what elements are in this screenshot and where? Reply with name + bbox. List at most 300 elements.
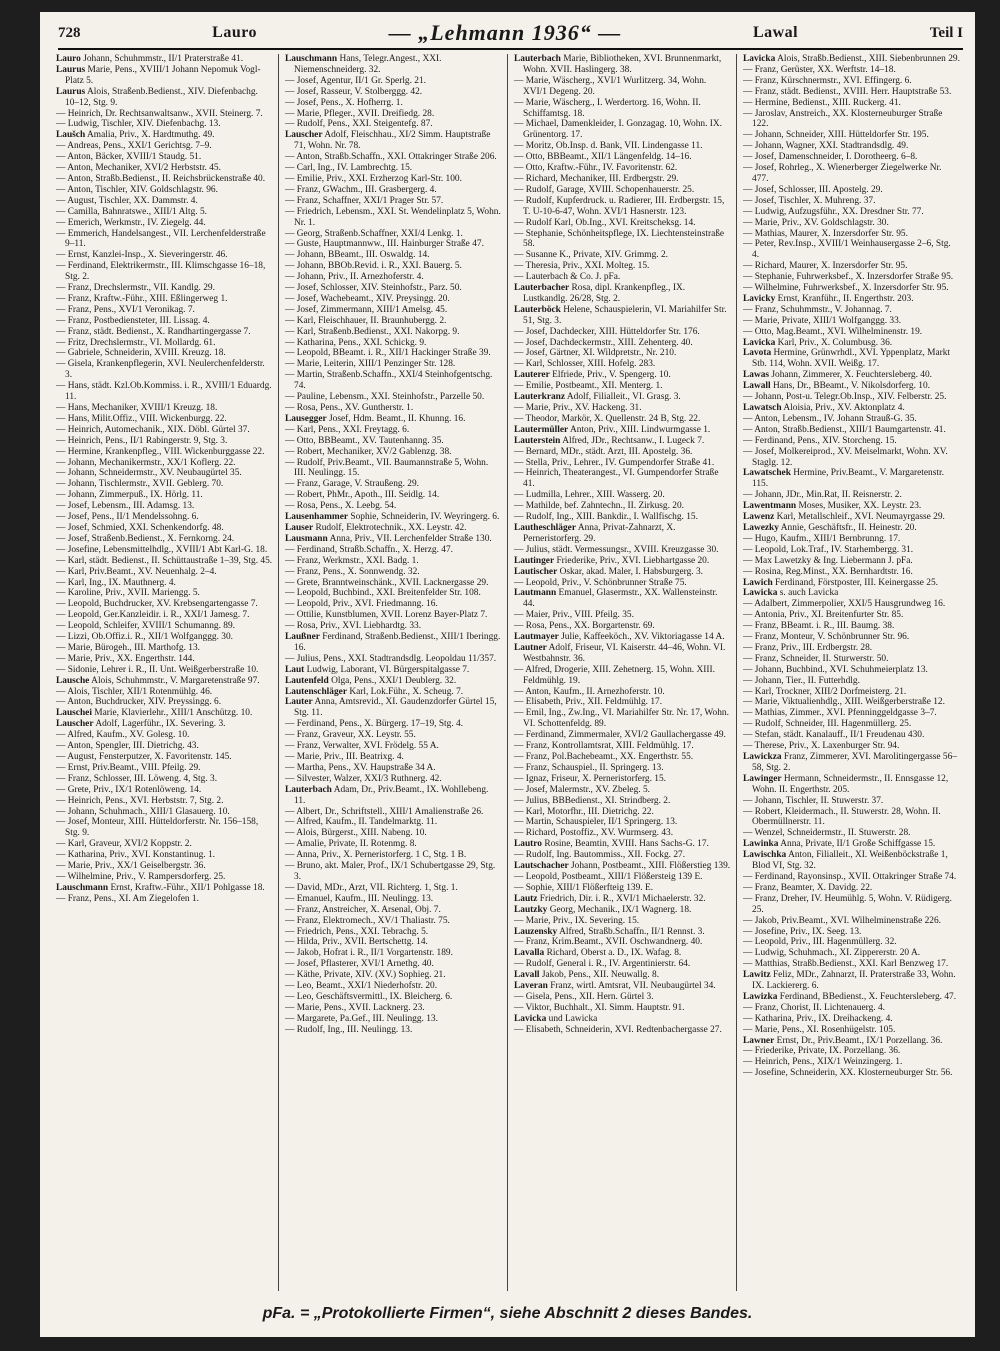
entry-text: — Fritz, Drechslermstr., VI. Mollardg. 61. [56, 337, 216, 348]
entry-text: — Johann, Zimmerpuß., IX. Hörlg. 11. [56, 490, 203, 501]
directory-entry [514, 774, 731, 785]
directory-entry [514, 697, 731, 708]
entry-text: Rosine, Beamtin, XVIII. Hans Sachs-G. 17. [544, 839, 709, 850]
directory-entry [514, 436, 731, 447]
directory-entry [56, 807, 273, 818]
directory-entry [514, 196, 731, 218]
entry-text: Karl, Priv., X. Columbusg. 36. [777, 337, 893, 348]
entry-text: — Richard, Maurer, X. Inzersdorfer Str. 95. [743, 261, 908, 272]
directory-entry [514, 141, 731, 152]
entry-text: — Heinrich, Automechanik., XIX. Döbl. Gürtel 37. [56, 424, 250, 435]
entry-text: — Johann, Schneidermstr., XV. Neubaugürtel 35. [56, 468, 242, 479]
directory-entry [285, 905, 502, 916]
directory-entry [285, 567, 502, 578]
entry-text: — Leopold, Priv., V. Schönbrunner Straße 75. [514, 577, 687, 588]
directory-entry [514, 643, 731, 665]
entry-text: — Franz, Werkmstr., XXI. Badg. 1. [285, 555, 419, 566]
entry-text: — Emerich, Werkmstr., IV. Ziegelg. 44. [56, 217, 206, 228]
directory-entry [285, 512, 502, 523]
entry-text: — Josef, Lebensm., III. Adamsg. 13. [56, 501, 195, 512]
entry-text: Hermine, Priv.Beamt., V. Margaretenstr. 115. [752, 468, 944, 490]
directory-entry [285, 185, 502, 196]
directory-entry [285, 403, 502, 414]
entry-text: — Moritz, Ob.Insp. d. Bank, VII. Lindengasse 11. [514, 141, 703, 152]
entry-text: Oskar, akad. Maler, I. Habsburgerg. 3. [559, 566, 703, 577]
entry-text: — Karl, Priv.Beamt., XV. Neuenhalg. 2–4. [56, 566, 217, 577]
directory-entry [56, 665, 273, 676]
directory-entry [56, 163, 273, 174]
entry-text: — Katharina, Pens., XXI. Schickg. 9. [285, 337, 427, 348]
entry-surname: Lawentmann [743, 501, 797, 512]
directory-entry [56, 152, 273, 163]
directory-entry [514, 632, 731, 643]
entry-text: — Richard, Mechaniker, III. Erdbergstr. 29. [514, 173, 679, 184]
entry-surname: Lavicka [743, 54, 776, 64]
entry-text: — Wilhelmine, Fuhrwerksbef., X. Inzersdorfer Str. 95. [743, 283, 949, 294]
directory-entry [285, 916, 502, 927]
entry-text: — Alfred, Kaufm., XV. Golesg. 10. [56, 730, 190, 741]
directory-entry [514, 425, 731, 436]
directory-entry [514, 785, 731, 796]
entry-text: Richard, Oberst a. D., IX. Wafag. 8. [546, 948, 682, 959]
entry-text: — Rudolf, Ing. Bautommiss., XII. Fockg. 27. [514, 850, 686, 861]
entry-text: Olga, Pens., XXI/1 Deublerg. 32. [331, 675, 457, 686]
directory-entry [514, 970, 731, 981]
directory-entry [56, 687, 273, 698]
entry-text: — Otto, BBBeamt., XII/1 Längenfeldg. 14–16. [514, 152, 692, 163]
entry-text: — Leopold, Ger.Kanzleidir. i. R., XXI/1 Jamesg. 7. [56, 610, 250, 621]
directory-entry [285, 250, 502, 261]
entry-text: — Johann, Tischlermstr., XVII. Geblerg. 70. [56, 479, 224, 490]
entry-text: — Silvester, Walzer, XXI/3 Ruthnerg. 42. [285, 773, 442, 784]
directory-entry [285, 730, 502, 741]
entry-surname: Lautenfeld [285, 675, 329, 686]
directory-entry [56, 708, 273, 719]
entry-text: — Leopold, Priv., XVI. Friedmanng. 16. [285, 599, 438, 610]
directory-entry [743, 109, 960, 131]
directory-entry [56, 545, 273, 556]
entry-text: — Friederike, Private, IX. Porzellang. 36. [743, 1046, 901, 1057]
entry-text: — Otto, Kraftw.-Führ., IV. Favoritenstr. 62. [514, 163, 678, 174]
directory-entry [56, 599, 273, 610]
directory-entry [56, 294, 273, 305]
directory-entry [285, 305, 502, 316]
directory-entry [514, 305, 731, 327]
directory-entry [743, 1014, 960, 1025]
entry-text: — Franz, Dreher, IV. Heumühlg. 5, Wohn. V. Rüdigerg. 25. [743, 893, 952, 915]
entry-text: — Ludwig, Schuhmach., XI. Zippererstr. 20 A. [743, 948, 921, 959]
directory-entry [743, 937, 960, 948]
entry-text: — Johann, Schuhmach., XIII/1 Glasauerg. 10. [56, 806, 230, 817]
entry-text: — Julius, Pens., XXI. Stadtrandsdlg. Leopoldau 11/357. [285, 653, 497, 664]
directory-entry [285, 970, 502, 981]
directory-entry [743, 894, 960, 916]
entry-text: — Marie, Private, XIII/1 Wolfganggg. 33. [743, 315, 902, 326]
entry-text: — Franz, Kürschnermstr., XVI. Effingerg. 6. [743, 75, 912, 86]
entry-text: — Franz, Pol.Bachebeamt., XX. Engerthstr. 55. [514, 752, 694, 762]
directory-entry [514, 861, 731, 872]
entry-text: — Rudolf, Schneider, III. Hagenmüllerg. 25. [743, 719, 912, 730]
directory-entry [514, 174, 731, 185]
directory-entry [285, 578, 502, 589]
entry-text: — Josef, Agentur, II/1 Gr. Sperlg. 21. [285, 75, 427, 86]
directory-entry [56, 479, 273, 490]
directory-entry [743, 567, 960, 578]
directory-entry [56, 119, 273, 130]
entry-text: — Emmerich, Handelsangest., VII. Lerchenfelderstraße 9–11. [56, 228, 266, 250]
entry-text: — Anton, Straßb.Schaffn., XXI. Ottakringer Straße 206. [285, 152, 497, 163]
entry-text: — Anna, Priv., X. Perneristorferg. 1 C, Stg. 1 B. [285, 850, 467, 861]
entry-text: — Theodor, Markör, X. Quellenstr. 24 B, Stg. 22. [514, 413, 701, 424]
entry-text: — Franz, Gerüster, XX. Werftstr. 14–18. [743, 64, 896, 75]
entry-text: — Ludmilla, Lehrer., XIII. Wasserg. 20. [514, 490, 665, 501]
entry-surname: Lauterbach [285, 784, 332, 795]
directory-entry [743, 588, 960, 599]
entry-text: — Marie, Priv., XV. Goldschlagstr. 30. [743, 217, 889, 228]
entry-surname: Lawatschek [743, 468, 791, 479]
entry-text: — Johann, Schneider, XIII. Hütteldorfer Str. 195. [743, 130, 929, 141]
directory-entry [743, 774, 960, 796]
entry-text: — Franz, Kontrollamtsrat, XIII. Feldmühlg. 17. [514, 741, 694, 752]
directory-entry [56, 174, 273, 185]
entry-text: — Ignaz, Friseur, X. Perneristorferg. 15. [514, 773, 667, 784]
entry-text: — Leopold, Lok.Traf., IV. Starhembergg. 31. [743, 544, 914, 555]
directory-entry [514, 556, 731, 567]
directory-entry [285, 1014, 502, 1025]
entry-text: — Hilda, Priv., XVII. Bertschettg. 14. [285, 937, 428, 948]
directory-entry [56, 207, 273, 218]
entry-text: Karl, Lok.Führ., X. Scheug. 7. [349, 686, 464, 697]
directory-entry [743, 730, 960, 741]
entry-surname: Lauser [285, 522, 314, 533]
directory-entry [285, 458, 502, 480]
entry-text: — Josef, Pens., X. Hofherrg. 1. [285, 97, 403, 108]
entry-text: — Martin, Schauspieler, II/1 Springerg. 13. [514, 817, 678, 828]
directory-entry [743, 185, 960, 196]
entry-text: Jakob, Pens., XII. Neuwallg. 8. [541, 970, 660, 981]
entry-text: Rudolf, Elektrotechnik., XX. Leystr. 42. [315, 522, 467, 533]
directory-entry [514, 403, 731, 414]
directory-entry [285, 196, 502, 207]
entry-text: — Franz, Schuhmmstr., V. Johannag. 7. [743, 304, 892, 315]
header-part: Teil I [929, 24, 963, 41]
directory-entry [514, 283, 731, 305]
entry-text: — Carl, Ing., IV. Lambrechtg. 15. [285, 163, 413, 174]
directory-entry [514, 1025, 731, 1036]
directory-entry [285, 752, 502, 763]
entry-text: Amalia, Priv., X. Hardtmuthg. 49. [87, 130, 215, 141]
entry-text: — Franz, GWachm., III. Grasbergerg. 4. [285, 184, 437, 195]
directory-entry [56, 130, 273, 141]
entry-text: — Otto, BBBeamt., XV. Tautenhanng. 35. [285, 435, 444, 446]
entry-text: — Josef, Dachdecker, XIII. Hütteldorfer Str. 176. [514, 326, 700, 337]
directory-entry [743, 468, 960, 490]
entry-text: — Rudolf Karl, Ob.Ing., XVI. Kreitscheksg. 14. [514, 217, 696, 228]
directory-entry [743, 708, 960, 719]
entry-text: — Ludwig, Tischler, XIV. Diefenbachg. 13. [56, 119, 221, 130]
entry-text: — Ferdinand, Elektrikermstr., III. Klimschgasse 16–18, Stg. 2. [56, 261, 266, 283]
entry-text: — Johann, Tischler, II. Stuwerstr. 37. [743, 795, 884, 806]
entry-text: — Karl, Motorfhr., III. Dietrichg. 22. [514, 806, 654, 817]
directory-entry [56, 556, 273, 567]
entry-text: — Rudolf, Kupferdruck. u. Radierer, III. Erdbergstr. 15, T. U-10-6-47, Wohn. XVI/1 Hasnerstr. 123. [514, 195, 725, 217]
directory-entry [514, 76, 731, 98]
directory-entry [56, 817, 273, 839]
entry-text: Elfriede, Priv., V. Spengerg. 10. [552, 370, 671, 381]
directory-entry [56, 196, 273, 207]
entry-text: — Franz, Kraftw.-Führ., XIII. Eßlingerweg 1. [56, 293, 228, 304]
directory-entry [743, 207, 960, 218]
entry-text: — Margarete, Pa.Gef., III. Neulingg. 13. [285, 1013, 438, 1024]
header-title: — „Lehmann 1936“ — [388, 20, 622, 45]
directory-entry [743, 348, 960, 370]
entry-text: — Rudolf, Priv.Beamt., VII. Baumannstraße 5, Wohn. III. Neulingg. 15. [285, 457, 489, 479]
directory-entry [743, 490, 960, 501]
entry-text: — Therese, Priv., X. Laxenburger Str. 94. [743, 741, 900, 752]
entry-text: — Anton, Straßb.Bedienst., XIII/1 Baumgartenstr. 41. [743, 424, 946, 435]
directory-entry [56, 338, 273, 349]
entry-surname: Lautschacher [514, 861, 569, 872]
directory-entry [285, 850, 502, 861]
entry-text: s. auch Lavicka [779, 588, 839, 599]
directory-entry [56, 250, 273, 261]
directory-entry [743, 87, 960, 98]
entry-text: — Franz, Schauspiel., II. Springerg. 13. [514, 762, 664, 773]
entry-text: — Emilie, Priv., XXI. Erzherzog Karl-Str. 100. [285, 173, 462, 184]
directory-entry [56, 741, 273, 752]
entry-surname: Lavall [514, 970, 540, 981]
entry-text: Ernst, Dr., Priv.Beamt., IX/1 Porzellang. 36. [776, 1035, 943, 1046]
directory-entry [743, 621, 960, 632]
entry-surname: Lauter [285, 697, 313, 708]
directory-entry [743, 261, 960, 272]
entry-surname: Lautro [514, 839, 542, 850]
entry-surname: Lawatsch [743, 403, 782, 413]
entry-text: — Anton, Tischler, XIV. Goldschlagstr. 96. [56, 184, 218, 195]
entry-text: — Rosina, Reg.Minst., XX. Bernhardtstr. 16. [743, 566, 913, 577]
directory-entry [514, 850, 731, 861]
directory-entry [56, 414, 273, 425]
entry-surname: Lawas [743, 370, 770, 381]
entry-text: — Leopold, BBeamt. i. R., XII/1 Hackinger Straße 39. [285, 348, 491, 359]
entry-text: — Johann, Priv., II. Arnezhoferstr. 4. [285, 272, 424, 283]
directory-entry [56, 578, 273, 589]
column-4 [743, 54, 965, 1291]
entry-surname: Lauterbach [514, 54, 561, 64]
entry-surname: Lauschei [56, 708, 92, 719]
entry-text: — Leo, Beamt., XXI/1 Niederhofstr. 20. [285, 981, 438, 992]
directory-entry [285, 359, 502, 370]
directory-entry [56, 588, 273, 599]
directory-entry [285, 207, 502, 229]
entry-text: — Franz, Pens., XVI/1 Veronikag. 7. [56, 304, 195, 315]
entry-text: — Amalie, Private, II. Rotenmg. 8. [285, 839, 417, 850]
entry-text: — Franz, Graveur, XX. Leystr. 55. [285, 730, 416, 741]
directory-entry [514, 708, 731, 730]
entry-text: — Heinrich, Pens., XVI. Herbststr. 7, Stg. 2. [56, 795, 224, 806]
entry-text: — Franz, Drechslermstr., VII. Kandlg. 29. [56, 283, 215, 294]
directory-entry [56, 763, 273, 774]
directory-entry [743, 152, 960, 163]
entry-text: — Franz, Monteur, V. Schönbrunner Str. 96. [743, 632, 910, 643]
entry-text: — Pauline, Lebensm., XXI. Steinhofstr., Parzelle 50. [285, 392, 485, 403]
directory-entry [743, 141, 960, 152]
entry-text: — Wilhelmine, Priv., V. Rampersdorferg. 25. [56, 871, 226, 882]
directory-entry [514, 338, 731, 349]
entry-text: — Anton, Bäcker, XVIII/1 Staudg. 51. [56, 152, 202, 163]
directory-entry [285, 54, 502, 76]
directory-entry [514, 447, 731, 458]
entry-text: Anna, Private, II/1 Große Schiffgasse 15. [780, 839, 936, 850]
directory-entry [285, 109, 502, 120]
directory-entry [514, 992, 731, 1003]
directory-entry [56, 381, 273, 403]
directory-entry [285, 839, 502, 850]
entry-text: — Josefine, Lebensmittelhdlg., XVIII/1 Abt Karl-G. 18. [56, 544, 268, 555]
entry-text: Karl, Metallschleif., XVI. Neumayrgasse 29. [776, 512, 945, 523]
entry-surname: Lautenschläger [285, 686, 347, 697]
directory-entry [743, 643, 960, 654]
directory-entry [56, 54, 273, 65]
entry-surname: Lauterböck [514, 304, 561, 315]
entry-text: — Heinrich, Theaterangest., VI. Gumpendorfer Straße 41. [514, 468, 719, 490]
entry-text: — Alfred, Drogerie, XIII. Zehetnerg. 15, Wohn. XIII. Feldmühlg. 19. [514, 664, 715, 686]
entry-text: — Karl, Straßenb.Bedienst., XXI. Nakorpg. 9. [285, 326, 460, 337]
directory-entry [56, 785, 273, 796]
directory-entry [285, 883, 502, 894]
entry-text: Emanuel, Glasermstr., XX. Wallensteinstr. 44. [523, 588, 718, 610]
entry-text: Hans, Dr., BBeamt., V. Nikolsdorferg. 10. [772, 381, 930, 392]
directory-entry [285, 719, 502, 730]
directory-entry [514, 1003, 731, 1014]
directory-entry [285, 152, 502, 163]
entry-text: — Sidonie, Lehrer i. R., II. Unt. Weißgerberstraße 10. [56, 664, 259, 675]
entry-text: — Bruno, akt. Maler, Prof., IX/1 Schubertgasse 29, Stg. 3. [285, 861, 496, 882]
directory-entry [514, 817, 731, 828]
entry-text: — Käthe, Private, XIV. (XV.) Sophieg. 21. [285, 970, 446, 981]
directory-entry [743, 948, 960, 959]
entry-text: — Mathilde, bef. Zahntechn., II. Zirkusg. 20. [514, 501, 685, 512]
directory-entry [743, 719, 960, 730]
entry-surname: Lawicka [743, 588, 778, 599]
directory-entry [56, 359, 273, 381]
entry-text: — Rosa, Pens., XV. Guntherstr. 1. [285, 403, 414, 413]
directory-entry [514, 894, 731, 905]
directory-entry [743, 523, 960, 534]
directory-entry [514, 927, 731, 938]
entry-columns [56, 54, 965, 1291]
entry-surname: Lavicka [743, 337, 776, 348]
directory-entry [743, 534, 960, 545]
entry-text: — Hans, Mechaniker, XVIII/1 Kreuzg. 18. [56, 403, 218, 413]
directory-entry [285, 76, 502, 87]
directory-entry [514, 545, 731, 556]
entry-text: — Hermine, Bedienst., XIII. Ruckerg. 41. [743, 97, 901, 108]
directory-entry [743, 1046, 960, 1057]
directory-entry [514, 828, 731, 839]
directory-entry [285, 588, 502, 599]
entry-text: — Hermine, Krankenpfleg., VIII. Wickenburggasse 22. [56, 446, 265, 457]
directory-entry [285, 261, 502, 272]
entry-text: — Marie, Priv., IX. Severing. 15. [514, 915, 640, 926]
directory-entry [743, 229, 960, 240]
entry-surname: Lauterbacher [514, 283, 570, 294]
entry-text: — Franz, Anstreicher, X. Arsenal, Obj. 7. [285, 904, 441, 915]
entry-surname: Lavicky [743, 293, 776, 304]
entry-text: — Ferdinand, Zimmermaler, XVI/2 Gaullachergasse 49. [514, 730, 726, 741]
directory-entry [514, 381, 731, 392]
entry-text: — Anton, Kaufm., II. Arnezhoferstr. 10. [514, 686, 665, 697]
directory-entry [285, 119, 502, 130]
directory-entry [285, 610, 502, 621]
entry-text: — Franz, Elektromech., XV/1 Thaliastr. 75. [285, 915, 450, 926]
entry-text: — Johann, Mechanikermstr., XX/1 Koflerg. 22. [56, 457, 236, 468]
directory-entry [514, 152, 731, 163]
entry-text: — Wenzel, Schneidermstr., II. Stuwerstr. 28. [743, 828, 911, 839]
entry-text: — Katharina, Priv., XVI. Konstantinug. 1. [56, 850, 216, 861]
entry-text: — Theresia, Priv., XXI. Molteg. 15. [514, 261, 650, 272]
directory-entry [56, 610, 273, 621]
entry-text: — Mathias, Zimmer., XVI. Pfenninggeldgasse 3–7. [743, 708, 937, 719]
entry-text: — Martin, Straßenb.Schaffn., XXI/4 Steinhofgentschg. 74. [285, 370, 493, 392]
directory-entry [285, 534, 502, 545]
entry-text: Franz, Zimmerer, XVI. Marolitingergasse 56–58, Stg. 2. [752, 752, 957, 773]
directory-entry [514, 185, 731, 196]
entry-surname: Lautermüller [514, 424, 569, 435]
directory-entry [285, 239, 502, 250]
entry-text: — Franz, Krim.Beamt., XVII. Oschwandnerg. 40. [514, 937, 703, 948]
directory-entry [56, 468, 273, 479]
directory-entry [285, 927, 502, 938]
entry-text: Adolf, Fleischhau., XI/2 Simm. Hauptstraße 71, Wohn. Nr. 78. [294, 130, 491, 152]
directory-entry [285, 599, 502, 610]
entry-text: Marie, Pens., XVIII/1 Johann Nepomuk Vogl-Platz 5. [65, 64, 261, 86]
entry-text: — Josef, Molkereiprod., XV. Meiselmarkt, Wohn. XV. Staglg. 12. [743, 446, 948, 468]
directory-entry [56, 316, 273, 327]
entry-text: — Franz, Schneider, II. Sturwerstr. 50. [743, 653, 889, 664]
entry-surname: Lavicka [514, 1013, 547, 1024]
directory-entry [514, 1014, 731, 1025]
entry-text: — Max Lawetzky & Ing. Liebermann J. pFa. [743, 555, 913, 566]
entry-text: — Gabriele, Schneiderin, XVIII. Kreuzg. 18. [56, 348, 226, 359]
entry-text: Marie, Bibliotheken, XVI. Brunnenmarkt, Wohn. XVII. Haslingerg. 38. [523, 54, 722, 75]
directory-entry [743, 403, 960, 414]
entry-text: — Marie, Wäscherg., I. Werdertorg. 16, Wohn. II. Schiffamtsg. 18. [514, 97, 701, 119]
entry-surname: Laušch [56, 130, 86, 141]
directory-entry [743, 752, 960, 774]
directory-entry [56, 632, 273, 643]
directory-entry [285, 763, 502, 774]
entry-text: Anton, Filialleit., XI. Weißenböckstraße 1, Blod VI, Stg. 32. [752, 850, 948, 872]
entry-text: Anna, Privat-Zahnarzt, X. Perneristorferg. 29. [523, 522, 676, 544]
directory-entry [56, 305, 273, 316]
entry-text: — Karl, Fleischhauer, II. Braunhubergg. 2. [285, 315, 447, 326]
entry-surname: Lauscher [56, 719, 94, 730]
entry-text: — Rosa, Pens., XX. Borgartenstr. 69. [514, 621, 655, 632]
entry-text: — Josef, Malermstr., XV. Zbeleg. 5. [514, 784, 651, 795]
entry-text: — Josefine, Schneiderin, XX. Klosterneuburger Str. 56. [743, 1068, 953, 1079]
directory-entry [56, 185, 273, 196]
entry-text: Helene, Schauspielerin, VI. Mariahilfer Str. 51, Stg. 3. [523, 304, 727, 326]
directory-entry [743, 687, 960, 698]
entry-text: — Ferdinand, Rayonsinsp., XVII. Ottakringer Straße 74. [743, 871, 957, 882]
entry-text: — Georg, Straßenb.Schaffner, XXI/4 Lenkg. 1. [285, 228, 463, 239]
entry-text: und Lawicka [548, 1013, 598, 1024]
entry-text: — Jakob, Hofrat i. R., II/1 Vorgartenstr. 189. [285, 948, 453, 959]
entry-text: Anton, Priv., XIII. Lindwurmgasse 1. [569, 424, 711, 435]
entry-text: — Marie, Leiterin, XIII/1 Penzinger Str. 128. [285, 359, 456, 370]
entry-text: Friederike, Priv., XVI. Liebhartgasse 20. [556, 555, 710, 566]
